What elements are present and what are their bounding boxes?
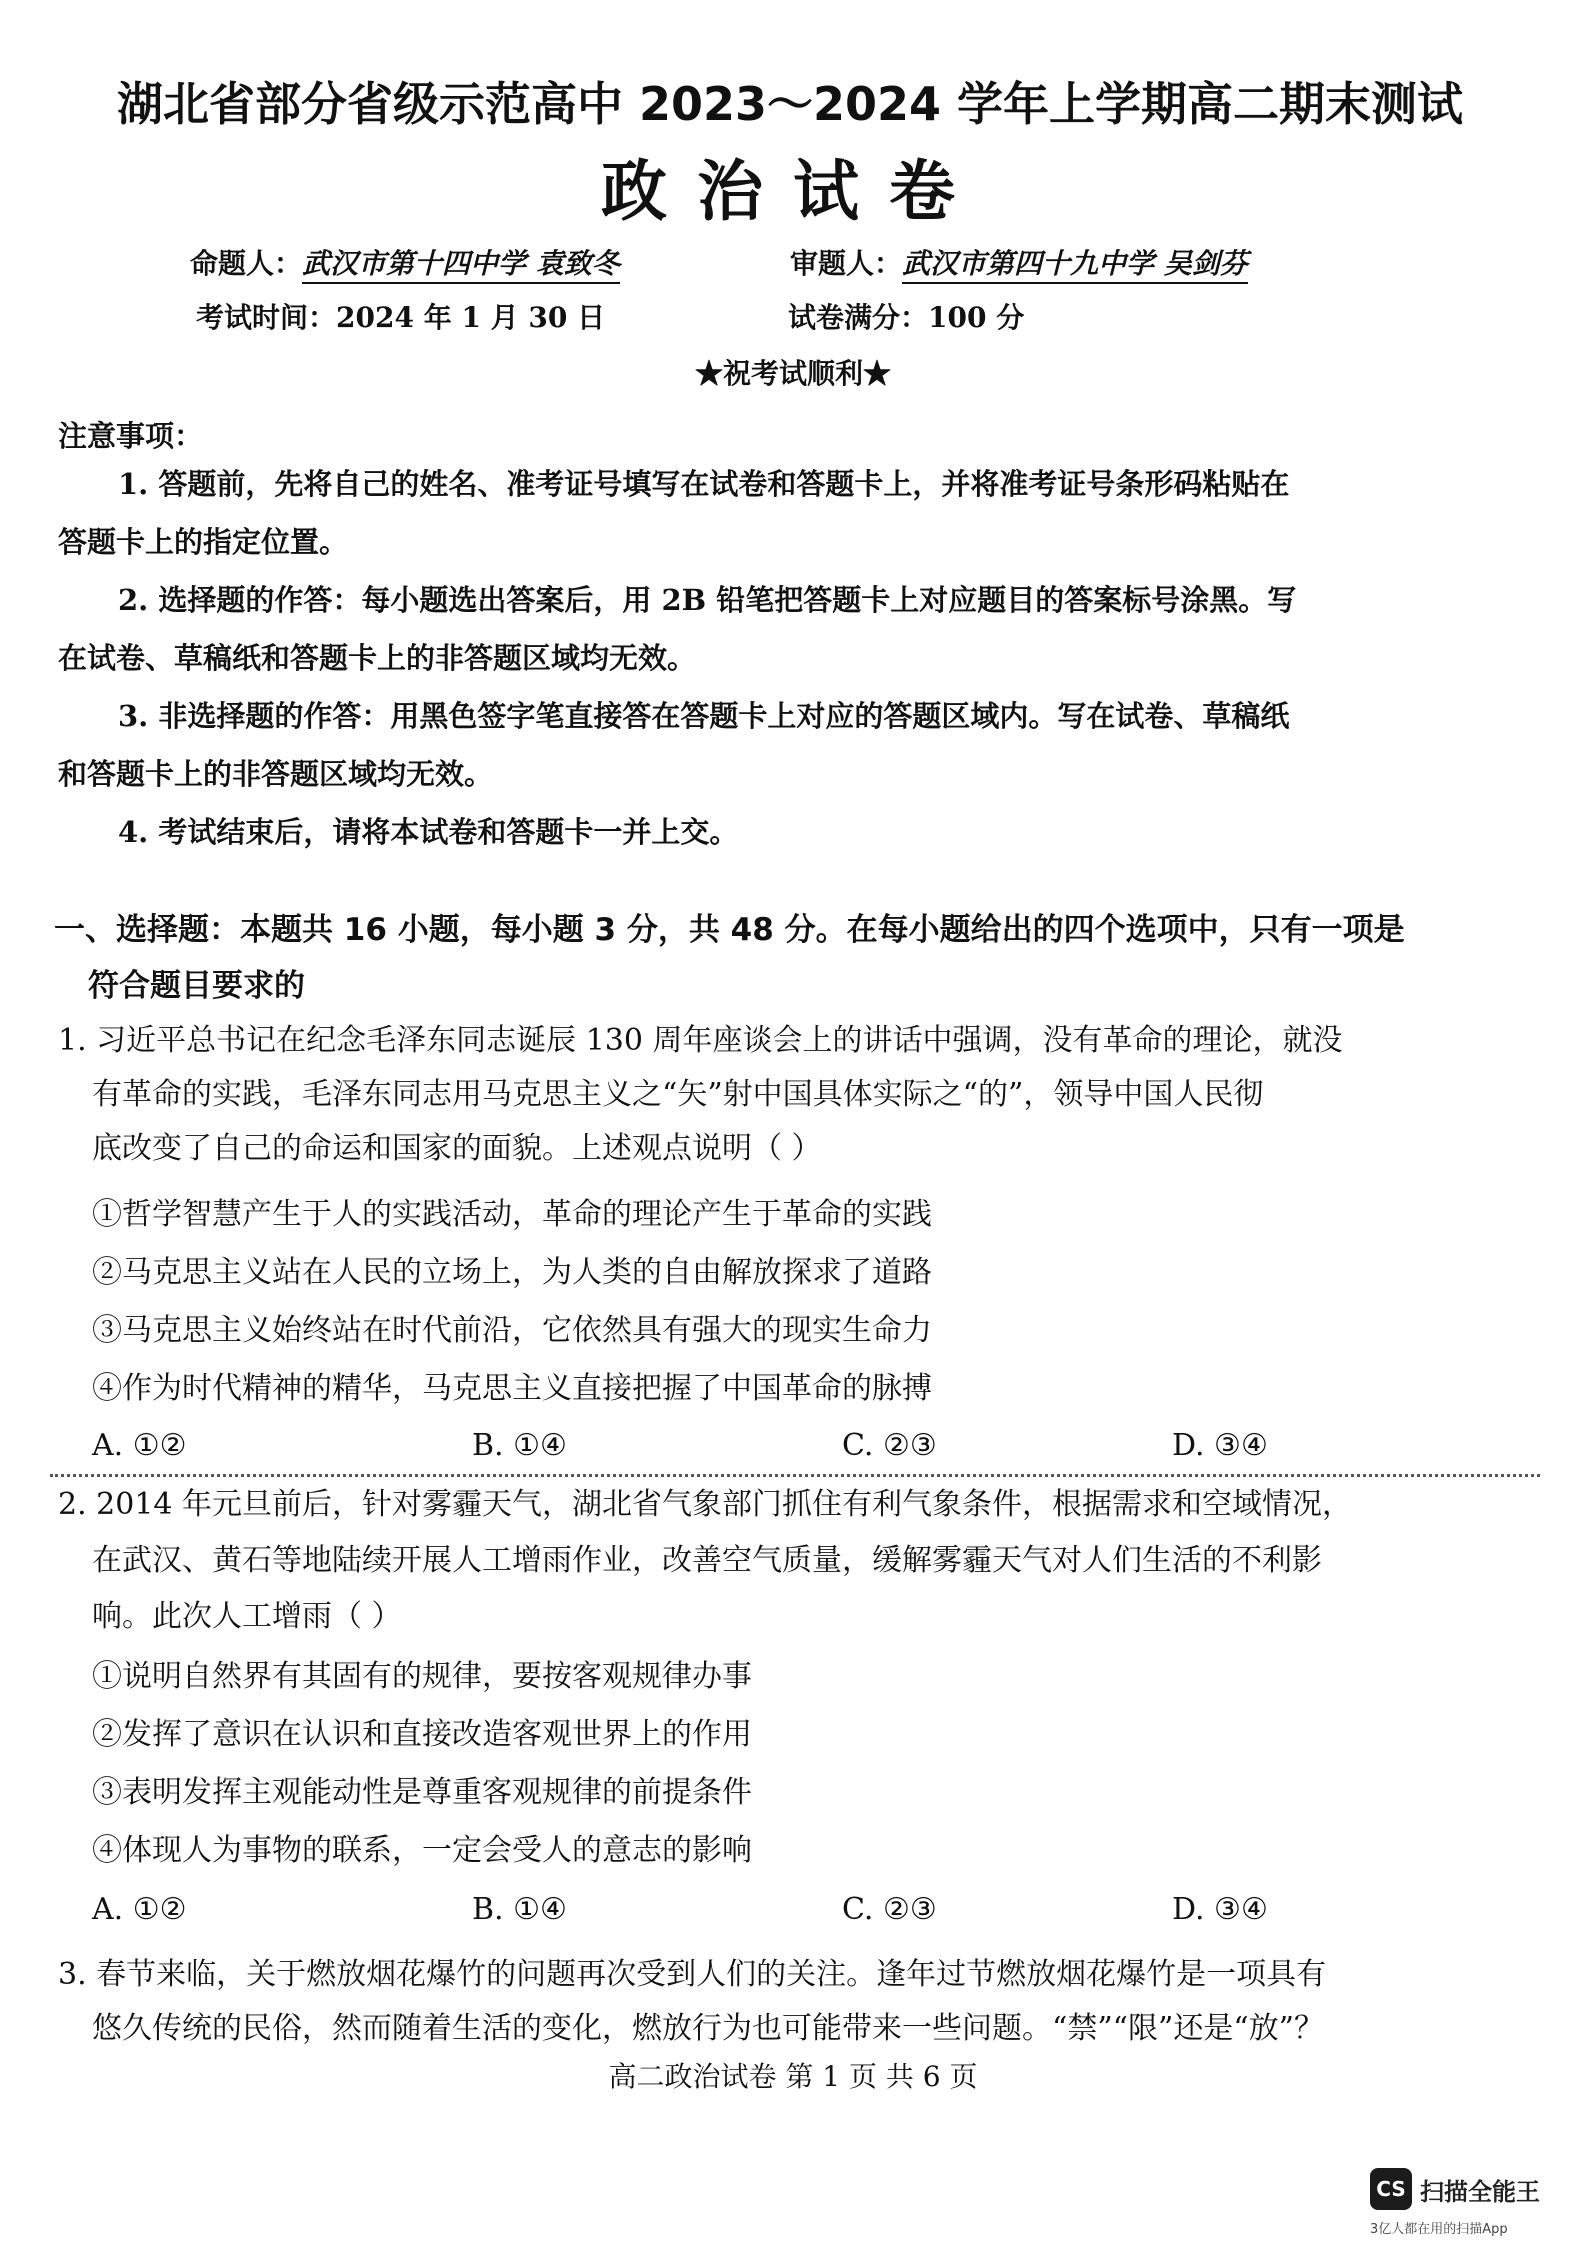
page-footer: 高二政治试卷 第 1 页 共 6 页: [608, 2060, 978, 2093]
q3-stem-line-1: 3. 春节来临，关于燃放烟花爆竹的问题再次受到人们的关注。逢年过节燃放烟花爆竹是一项具有: [58, 1957, 1327, 1992]
time-value: 2024 年 1 月 30 日: [336, 301, 606, 334]
q2-option-b: B. ①④: [472, 1892, 567, 1927]
q1-option-c: C. ②③: [842, 1428, 937, 1463]
q1-statement-1: ①哲学智慧产生于人的实践活动，革命的理论产生于革命的实践: [92, 1197, 932, 1232]
section-heading-line-1: 一、选择题：本题共 16 小题，每小题 3 分，共 48 分。在每小题给出的四个选项中，只有一项是: [54, 912, 1405, 948]
scanner-tagline: 3亿人都在用的扫描App: [1370, 2222, 1508, 2237]
q1-option-d: D. ③④: [1172, 1428, 1268, 1463]
q2-statement-2: ②发挥了意识在认识和直接改造客观世界上的作用: [92, 1717, 752, 1752]
note-1-line-2: 答题卡上的指定位置。: [58, 525, 349, 559]
dotted-divider: [50, 1474, 1540, 1477]
note-4-line-1: 4. 考试结束后，请将本试卷和答题卡一并上交。: [118, 815, 739, 849]
q2-stem-line-1: 2. 2014 年元旦前后，针对雾霾天气，湖北省气象部门抓住有利气象条件，根据需求和空域情况，: [58, 1487, 1353, 1522]
time-label: 考试时间：: [196, 301, 337, 334]
notes-title: 注意事项：: [58, 419, 204, 453]
score-line: [788, 296, 1024, 336]
author-line: [190, 242, 620, 282]
reviewer-line: [790, 242, 1248, 282]
section-heading: [54, 902, 1534, 1014]
q2-stem-line-3: 响。此次人工增雨（ ）: [92, 1599, 402, 1634]
q1-stem-line-1: 1. 习近平总书记在纪念毛泽东同志诞辰 130 周年座谈会上的讲话中强调，没有革命的理论，就没: [58, 1023, 1343, 1058]
note-2-line-1: 2. 选择题的作答：每小题选出答案后，用 2B 铅笔把答题卡上对应题目的答案标号涂黑。写: [118, 583, 1297, 617]
q1-option-a: A. ①②: [92, 1428, 187, 1463]
note-3-line-2: 和答题卡上的非答题区域均无效。: [58, 757, 494, 791]
q1-stem-line-3: 底改变了自己的命运和国家的面貌。上述观点说明（ ）: [92, 1131, 822, 1166]
q1-statement-4: ④作为时代精神的精华，马克思主义直接把握了中国革命的脉搏: [92, 1371, 932, 1406]
q1-statement-2: ②马克思主义站在人民的立场上，为人类的自由解放探求了道路: [92, 1255, 932, 1290]
exam-title: 湖北省部分省级示范高中 2023～2024 学年上学期高二期末测试: [116, 77, 1464, 131]
q1-stem-line-2: 有革命的实践，毛泽东同志用马克思主义之“矢”射中国具体实际之“的”，领导中国人民彻: [92, 1077, 1264, 1112]
q3-stem-line-2: 悠久传统的民俗，然而随着生活的变化，燃放行为也可能带来一些问题。“禁”“限”还是“放”？: [92, 2011, 1325, 2046]
note-3-line-1: 3. 非选择题的作答：用黑色签字笔直接答在答题卡上对应的答题区域内。写在试卷、草稿纸: [118, 699, 1290, 733]
good-luck-text: ★祝考试顺利★: [694, 357, 891, 390]
time-line: [196, 296, 605, 336]
q2-statement-1: ①说明自然界有其固有的规律，要按客观规律办事: [92, 1659, 752, 1694]
q2-statement-3: ③表明发挥主观能动性是尊重客观规律的前提条件: [92, 1775, 752, 1810]
note-2-line-2: 在试卷、草稿纸和答题卡上的非答题区域均无效。: [58, 641, 697, 675]
scanner-logo-icon: CS: [1370, 2168, 1412, 2210]
exam-subject: 政治试卷: [601, 153, 985, 230]
scanner-watermark: [1370, 2168, 1560, 2238]
q2-option-d: D. ③④: [1172, 1892, 1268, 1927]
author-value: 武汉市第十四中学 袁致冬: [302, 247, 620, 284]
note-1-line-1: 1. 答题前，先将自己的姓名、准考证号填写在试卷和答题卡上，并将准考证号条形码粘贴在: [118, 467, 1290, 501]
q2-statement-4: ④体现人为事物的联系，一定会受人的意志的影响: [92, 1833, 752, 1868]
scanner-app-name: 扫描全能王: [1420, 2178, 1540, 2206]
q1-option-b: B. ①④: [472, 1428, 567, 1463]
section-heading-line-2: 符合题目要求的: [88, 968, 305, 1004]
score-label: 试卷满分：: [788, 301, 929, 334]
score-value: 100 分: [928, 301, 1025, 334]
q2-stem-line-2: 在武汉、黄石等地陆续开展人工增雨作业，改善空气质量，缓解雾霾天气对人们生活的不利影: [92, 1543, 1322, 1578]
author-label: 命题人：: [190, 247, 303, 280]
reviewer-value: 武汉市第四十九中学 吴剑芬: [902, 247, 1248, 284]
q1-statement-3: ③马克思主义始终站在时代前沿，它依然具有强大的现实生命力: [92, 1313, 932, 1348]
reviewer-label: 审题人：: [790, 247, 903, 280]
q2-option-c: C. ②③: [842, 1892, 937, 1927]
q2-option-a: A. ①②: [92, 1892, 187, 1927]
